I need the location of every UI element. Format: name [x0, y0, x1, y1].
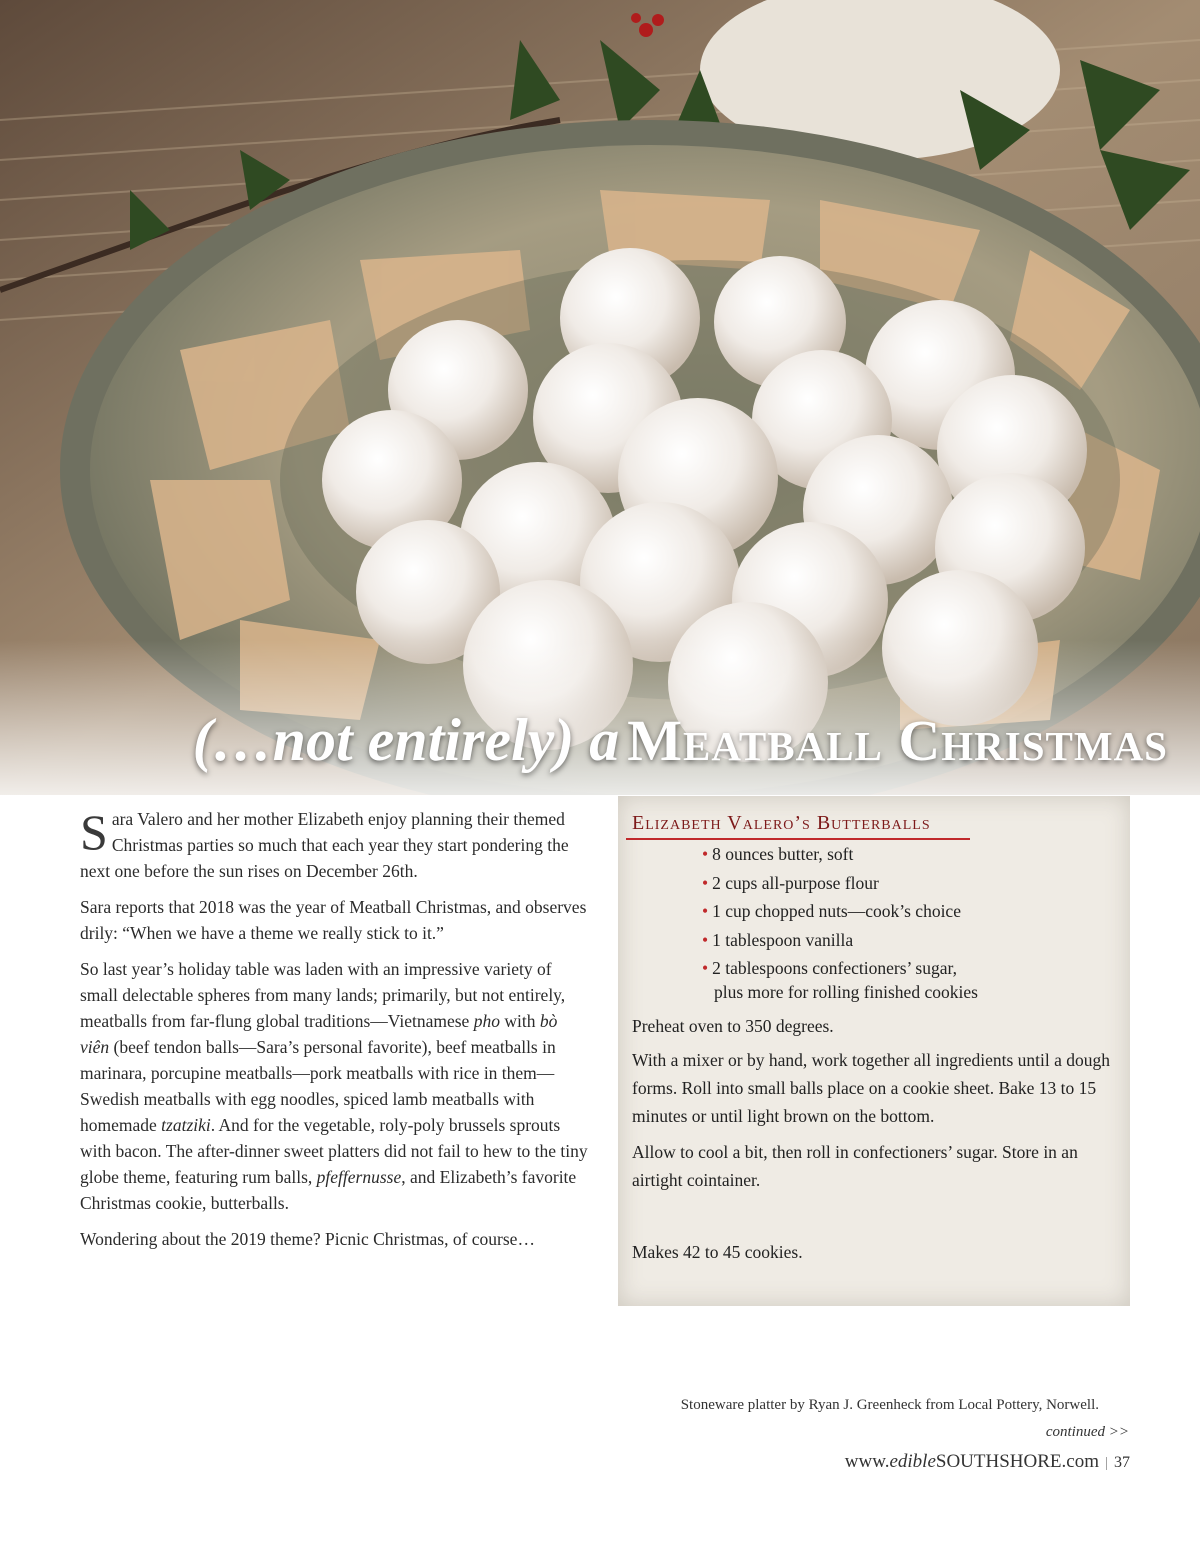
bullet-icon: • [702, 872, 709, 893]
recipe-yield: Makes 42 to 45 cookies. [632, 1242, 803, 1262]
ingredient-item [702, 954, 978, 1002]
article-paragraph-3 [80, 956, 590, 1216]
paragraph-1-text: ara Valero and her mother Elizabeth enjoy planning their themed Christmas parties so much that each year they start pondering the next one before the sun rises on December 26th. [80, 809, 569, 881]
footer-separator: | [1104, 1455, 1108, 1471]
ingredient-continuation: plus more for rolling finished cookies [714, 981, 978, 1002]
website-prefix: www. [844, 1451, 890, 1472]
ingredient-text: 8 ounces butter, soft [712, 844, 854, 864]
ingredient-text: 1 cup chopped nuts—cook’s choice [712, 901, 961, 921]
article-paragraph-4: Wondering about the 2019 theme? Picnic Christmas, of course… [80, 1229, 535, 1249]
drop-cap: S [80, 804, 108, 860]
website-link[interactable] [845, 1451, 1099, 1472]
ingredient-text: 2 cups all-purpose flour [712, 872, 879, 893]
ingredient-item [702, 897, 978, 926]
p3-part-c: (beef tendon balls—Sara’s personal favorite), beef meatballs in marinara, porcupine meatballs—pork meatballs with rice in them—Swedish meatballs with egg noodles, spiced lamb meatballs with homemade [80, 1037, 556, 1135]
ingredient-list [702, 840, 978, 1002]
bullet-icon: • [702, 958, 709, 978]
page-footer [845, 1451, 1130, 1473]
recipe-title: Elizabeth Valero’s Butterballs [632, 812, 931, 834]
p3-part-a: So last year’s holiday table was laden with an impressive variety of small delectable spheres from many lands; primarily, but not entirely, meatballs from far-flung global traditions—Vietnamese [80, 959, 566, 1031]
p3-part-b: with [499, 1011, 540, 1031]
page-number: 37 [1114, 1454, 1130, 1471]
ingredient-text: 2 tablespoons confectioners’ sugar, [712, 958, 958, 978]
ingredient-item [702, 840, 978, 869]
bullet-icon: • [702, 844, 709, 864]
p3-tzatziki: tzatziki [161, 1115, 211, 1135]
continued-label: continued >> [1045, 1424, 1129, 1440]
p3-bo-vien: bò viên [80, 1011, 558, 1057]
article-body [80, 806, 590, 1262]
ingredient-item [702, 869, 978, 898]
recipe-step-roll: Allow to cool a bit, then roll in confectioners’ sugar. Store in an airtight cointainer. [632, 1142, 1078, 1190]
article-title-main: Meatball Christmas [627, 708, 1168, 773]
article-title-lead: (…not entirely) a [192, 707, 620, 773]
recipe-box [618, 796, 1130, 1306]
p3-pho: pho [473, 1011, 500, 1031]
recipe-step-mix: With a mixer or by hand, work together all ingredients until a dough forms. Roll into small balls place on a cookie sheet. Bake 13 to 15 minutes or until light brown on the bottom. [632, 1050, 1111, 1126]
bullet-icon: • [702, 929, 709, 950]
website-main: SOUTHSHORE [935, 1451, 1062, 1472]
article-title [193, 706, 1168, 775]
article-paragraph-2: Sara reports that 2018 was the year of Meatball Christmas, and observes drily: “When we have a theme we really stick to it.” [80, 897, 587, 943]
article-paragraph-1 [80, 806, 590, 884]
photo-caption: Stoneware platter by Ryan J. Greenheck from Local Pottery, Norwell. [680, 1397, 1099, 1413]
recipe-step-preheat: Preheat oven to 350 degrees. [632, 1016, 834, 1036]
p3-pfeffernusse: pfeffernusse [316, 1167, 402, 1187]
ingredient-text: 1 tablespoon vanilla [712, 929, 854, 950]
website-em: edible [889, 1451, 936, 1472]
ingredient-item [702, 926, 978, 955]
website-suffix: .com [1061, 1451, 1099, 1472]
bullet-icon: • [702, 901, 709, 921]
p3-part-e: , and Elizabeth’s favorite Christmas cookie, butterballs. [80, 1167, 577, 1213]
p3-part-d: . And for the vegetable, roly-poly brussels sprouts with bacon. The after-dinner sweet platters did not fail to hew to the tiny globe theme, featuring rum balls, [80, 1115, 588, 1187]
